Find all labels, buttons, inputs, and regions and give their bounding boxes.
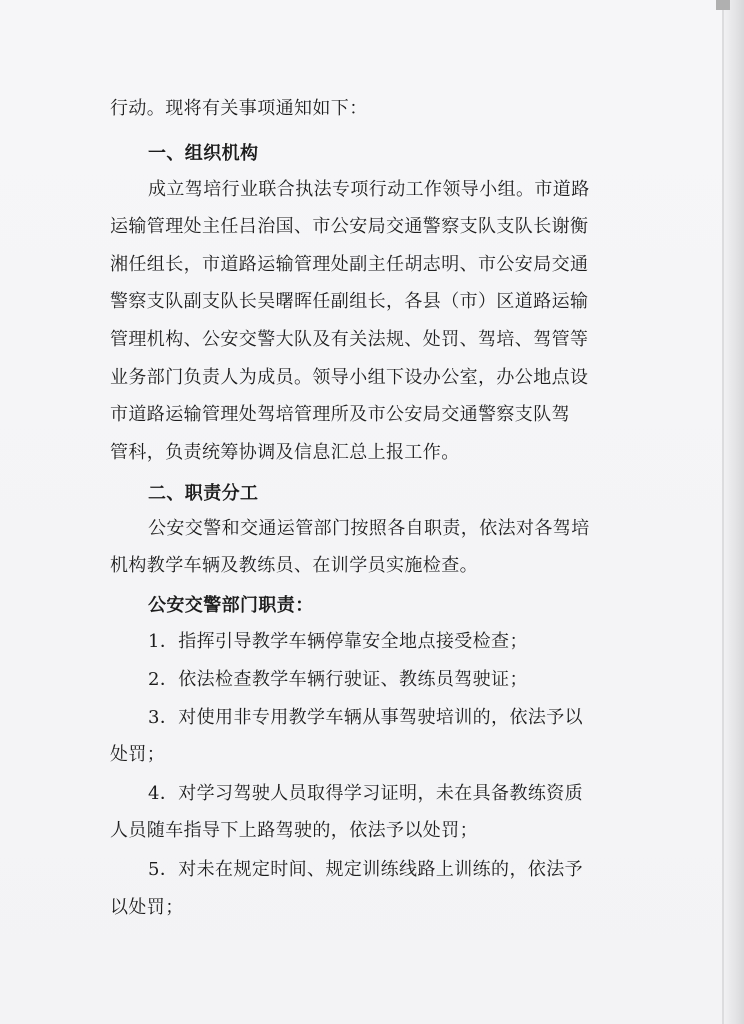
text-line: 人员随车指导下上路驾驶的，依法予以处罚； — [110, 820, 478, 841]
section-heading: 一、组织机构 — [148, 143, 259, 164]
text-line: 管科，负责统筹协调及信息汇总上报工作。 — [110, 442, 460, 463]
text-line: 成立驾培行业联合执法专项行动工作领导小组。市道路 — [148, 179, 590, 200]
list-item: 3．对使用非专用教学车辆从事驾驶培训的，依法予以 — [148, 707, 584, 728]
list-item: 1．指挥引导教学车辆停靠安全地点接受检查； — [148, 631, 528, 652]
text-line: 湘任组长，市道路运输管理处副主任胡志明、市公安局交通 — [110, 254, 589, 275]
list-item: 2．依法检查教学车辆行驶证、教练员驾驶证； — [148, 669, 528, 690]
text-line: 机构教学车辆及教练员、在训学员实施检查。 — [110, 555, 478, 576]
list-item: 4．对学习驾驶人员取得学习证明，未在具备教练资质 — [148, 783, 584, 804]
text-line: 警察支队副支队长吴曙晖任副组长，各县（市）区道路运输 — [110, 291, 589, 312]
corner-mark — [716, 0, 730, 10]
text-line: 行动。现将有关事项通知如下： — [110, 98, 368, 119]
text-line: 市道路运输管理处驾培管理所及市公安局交通警察支队驾 — [110, 404, 570, 425]
text-line: 业务部门负责人为成员。领导小组下设办公室，办公地点设 — [110, 367, 589, 388]
text-line: 公安交警和交通运管部门按照各自职责，依法对各驾培 — [148, 518, 590, 539]
text-line: 管理机构、公安交警大队及有关法规、处罚、驾培、驾管等 — [110, 329, 589, 350]
page-edge — [722, 0, 744, 1024]
text-line: 处罚； — [110, 744, 166, 765]
text-line: 运输管理处主任吕治国、市公安局交通警察支队支队长谢衡 — [110, 216, 589, 237]
text-line: 以处罚； — [110, 897, 184, 918]
subsection-heading: 公安交警部门职责： — [148, 595, 314, 616]
section-heading: 二、职责分工 — [148, 483, 259, 504]
list-item: 5．对未在规定时间、规定训练线路上训练的，依法予 — [148, 859, 584, 880]
